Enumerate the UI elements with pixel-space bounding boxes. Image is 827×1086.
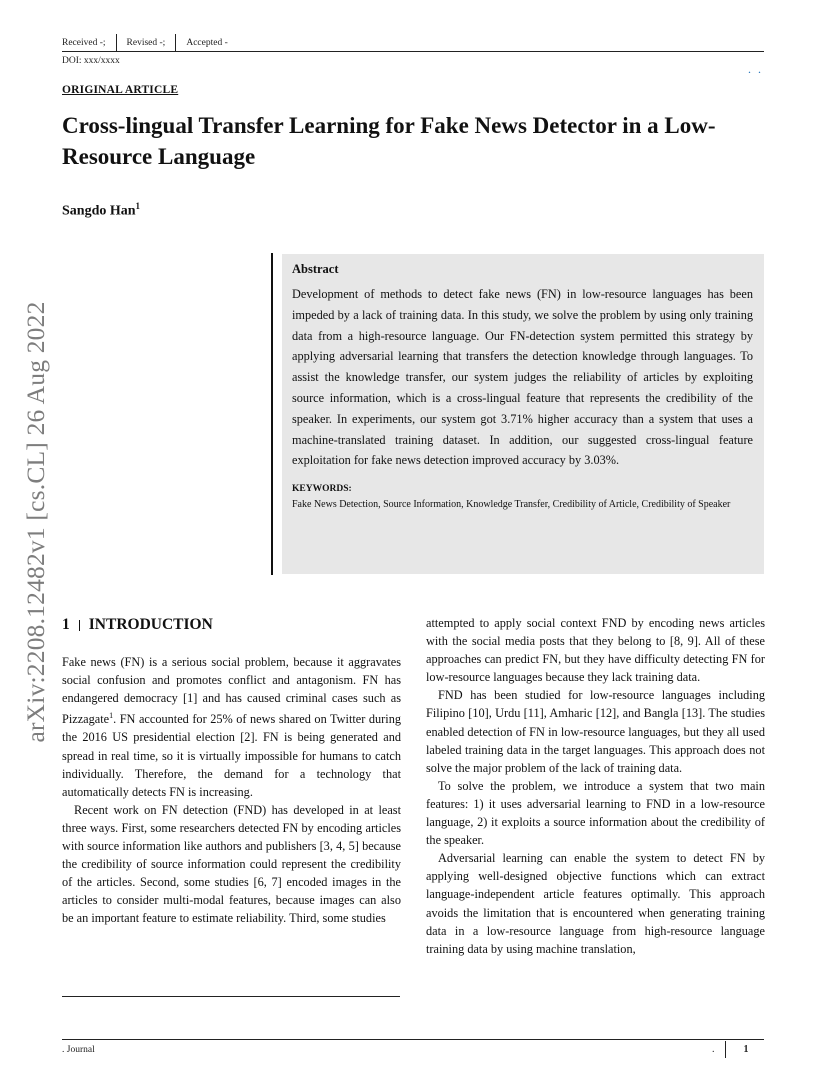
header-separator	[175, 34, 176, 51]
left-column	[62, 653, 401, 928]
keywords-heading: KEYWORDS:	[292, 484, 352, 495]
paragraph: FND has been studied for low-resource languages including Filipino [10], Urdu [11], Amharic [12], and Bangla [13]. The studies enabled detection of FN in low-resource languages, but they all used labeled training data in the target languages. This approach does not solve the major problem of the lack of training data.	[426, 688, 765, 775]
footnote-rule	[62, 996, 400, 997]
author-name: Sangdo Han	[62, 203, 136, 219]
abstract-heading: Abstract	[292, 262, 339, 276]
right-column	[426, 614, 765, 958]
received-date: Received -;	[62, 37, 106, 48]
page-number: 1	[743, 1044, 749, 1055]
doi: DOI: xxx/xxxx	[62, 56, 120, 66]
journal-name: . Journal	[62, 1045, 95, 1055]
arxiv-id: arXiv:2208.12482v1 [cs.CL] 26 Aug 2022	[21, 301, 50, 743]
section-separator	[79, 620, 80, 631]
author-affiliation-mark: 1	[135, 201, 141, 211]
journal-header	[62, 34, 764, 51]
revised-date: Revised -;	[126, 37, 166, 48]
paragraph: To solve the problem, we introduce a system that two main features: 1) it uses adversarial learning to FND in a low-resource language, 2) it exploits a source information about the credibility of the speaker.	[426, 778, 765, 848]
paragraph: Adversarial learning can enable the system to detect FN by applying well-designed objective functions which can extract language-independent article features optimally. This approach avoids the limitation that is encountered when generating training data in a low-resource language from high-resource language training data by using machine translation,	[426, 851, 765, 956]
article-type: ORIGINAL ARTICLE	[62, 84, 179, 96]
paragraph: Recent work on FN detection (FND) has developed in at least three ways. First, some researchers detected FN by encoding articles with source information like authors and publishers [3, 4, 5] because the credibility of source information could represent the credibility of the articles. Second, some studies [6, 7] encoded images in the articles to consider multi-modal features, because images can also be an important feature to estimate reliability. Third, some studies	[62, 802, 401, 926]
footer-separator	[725, 1041, 726, 1058]
footer-dot: .	[712, 1044, 715, 1055]
footer-rule	[62, 1039, 764, 1040]
abstract-box	[282, 254, 764, 574]
abstract-bar	[271, 253, 273, 575]
paragraph-text: . FN accounted for 25% of news shared on Twitter during the 2016 US presidential election [2]. FN is being generated and spread in real time, so it is virtually impossible for humans to catch individually. Therefore, the demand for a technology that automatically detects FN is increasing.	[62, 712, 401, 799]
paragraph: attempted to apply social context FND by encoding news articles with the social media posts that they belong to [8, 9]. All of these approaches can predict FN, but they have difficulty detecting FN for low-resource languages because they lack training data.	[426, 616, 765, 685]
footnote-mark: 1	[109, 711, 114, 721]
abstract-text: Development of methods to detect fake news (FN) in low-resource languages has been impeded by a lack of training data. In this study, we solve the problem by using only training data from a high-resource language. Our FN-detection system permitted this strategy by applying adversarial learning that transfers the detection knowledge through languages. To assist the knowledge transfer, our system judges the reliability of articles by exploiting source information, which is a cross-lingual feature that represents the credibility of the speaker. In experiments, our system got 3.71% higher accuracy than a system that uses a machine-translated training dataset. In addition, our suggested cross-lingual feature exploitation for fake news detection improved accuracy by 3.03%.	[292, 287, 753, 468]
header-separator	[116, 34, 117, 51]
section-heading	[62, 616, 213, 634]
paragraph	[62, 653, 401, 801]
footer-right	[712, 1041, 749, 1058]
paragraph-text: Fake news (FN) is a serious social problem, because it aggravates social confusion and promotes conflict and antagonism. FN has endangered democracy [1] and has caused criminal cases such as Pizzagate	[62, 655, 401, 727]
accepted-date: Accepted -	[186, 37, 228, 48]
paper-title: Cross-lingual Transfer Learning for Fake News Detector in a Low-Resource Language	[62, 113, 716, 169]
section-number: 1	[62, 616, 70, 633]
header-rule	[62, 51, 764, 52]
author	[62, 201, 140, 220]
header-dots: . .	[748, 62, 763, 76]
keywords-text: Fake News Detection, Source Information, Knowledge Transfer, Credibility of Article, Credibility of Speaker	[292, 499, 731, 511]
section-title: INTRODUCTION	[88, 616, 213, 633]
